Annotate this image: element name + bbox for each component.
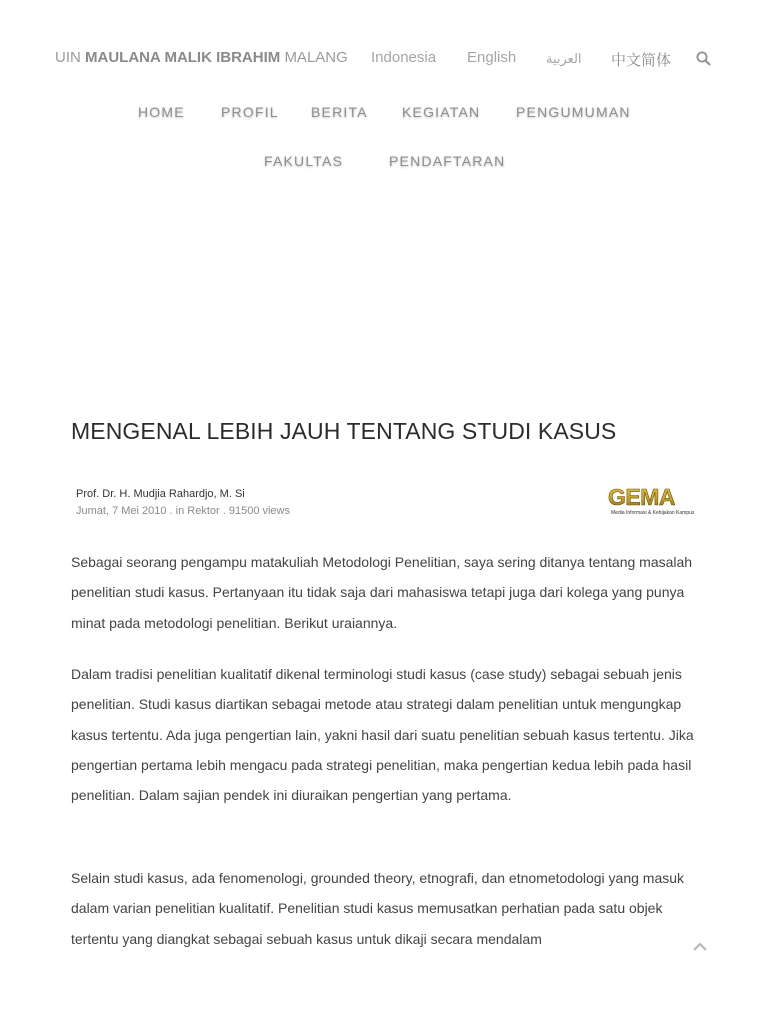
nav-pendaftaran[interactable]: PENDAFTARAN xyxy=(389,153,506,169)
article-meta: Jumat, 7 Mei 2010 . in Rektor . 91500 views xyxy=(76,505,290,517)
svg-text:GEMA: GEMA xyxy=(608,484,675,510)
chevron-up-icon[interactable] xyxy=(690,938,710,954)
nav-fakultas[interactable]: FAKULTAS xyxy=(264,153,344,169)
article-title: MENGENAL LEBIH JAUH TENTANG STUDI KASUS xyxy=(71,418,617,444)
article-paragraph: Sebagai seorang pengampu matakuliah Metodologi Penelitian, saya sering ditanya tentang masalah penelitian studi kasus. Pertanyaan itu tidak saja dari mahasiswa tetapi juga dari kolega yang punya minat pada metodologi penelitian. Berikut uraiannya. xyxy=(71,554,693,631)
brand-prefix: UIN xyxy=(55,49,81,66)
nav-home[interactable]: HOME xyxy=(138,104,185,120)
article-author[interactable]: Prof. Dr. H. Mudjia Rahardjo, M. Si xyxy=(76,488,245,500)
gema-logo xyxy=(606,484,706,518)
article-paragraph: Selain studi kasus, ada fenomenologi, grounded theory, etnografi, dan etnometodologi yang masuk dalam varian penelitian kualitatif. Penelitian studi kasus memusatkan perhatian pada satu objek tertentu yang diangkat sebagai sebuah kasus untuk dikaji secara mendalam xyxy=(71,870,685,947)
lang-chinese[interactable]: 中文简体 xyxy=(611,52,672,69)
search-icon[interactable] xyxy=(695,50,713,68)
nav-profil[interactable]: PROFIL xyxy=(221,104,279,120)
lang-english[interactable]: English xyxy=(467,49,517,66)
nav-row-1 xyxy=(0,104,768,126)
nav-kegiatan[interactable]: KEGIATAN xyxy=(402,104,481,120)
lang-arabic[interactable]: العربية xyxy=(546,51,582,66)
nav-row-2 xyxy=(0,153,768,175)
svg-text:Media Informasi & Kebijakan Ka: Media Informasi & Kebijakan Kampus xyxy=(611,510,695,516)
top-bar xyxy=(0,46,768,70)
article-paragraph: Dalam tradisi penelitian kualitatif dikenal terminologi studi kasus (case study) sebagai sebuah jenis penelitian. Studi kasus diartikan sebagai metode atau strategi dalam penelitian untuk mengungkap kasus tertentu. Ada juga pengertian lain, yakni hasil dari suatu penelitian sebuah kasus tertentu. Jika pengertian pertama lebih mengacu pada strategi penelitian, maka pengertian kedua lebih pada hasil penelitian. Dalam sajian pendek ini diuraikan pengertian yang pertama. xyxy=(71,666,694,804)
brand-suffix: MALANG xyxy=(284,49,348,66)
nav-berita[interactable]: BERITA xyxy=(311,104,368,120)
brand-bold: MAULANA MALIK IBRAHIM xyxy=(85,49,281,66)
site-brand[interactable] xyxy=(55,49,348,66)
nav-pengumuman[interactable]: PENGUMUMAN xyxy=(516,104,631,120)
lang-indonesia[interactable]: Indonesia xyxy=(371,49,437,66)
